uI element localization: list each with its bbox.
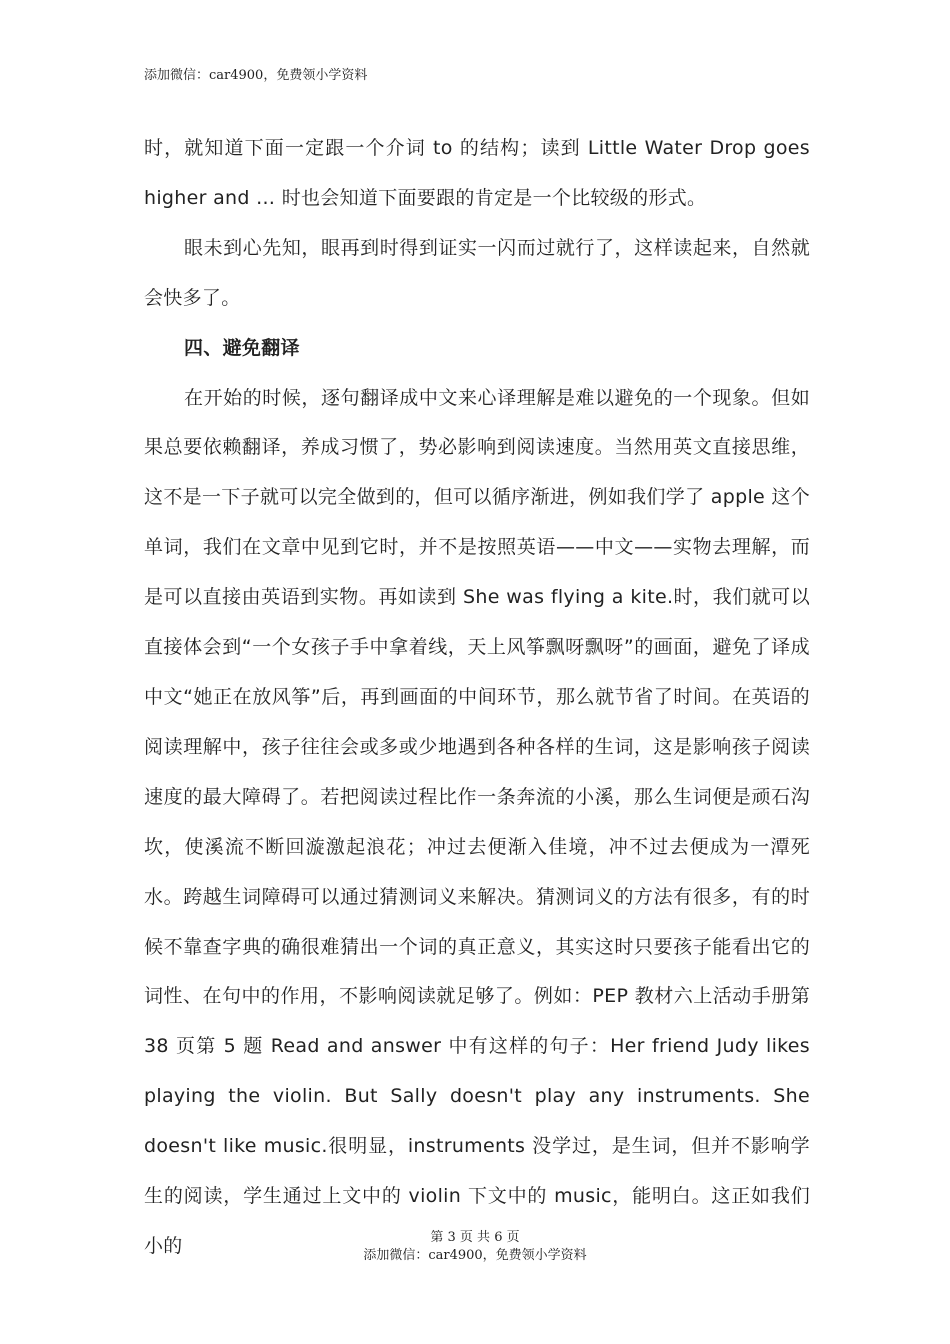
paragraph-avoid-translation: 在开始的时候，逐句翻译成中文来心译理解是难以避免的一个现象。但如果总要依赖翻译，养成习惯了，势必影响到阅读速度。当然用英文直接思维，这不是一下子就可以完全做到的，但可以循序渐进，例如我们学了 apple 这个单词，我们在文章中见到它时，并不是按照英语——中文——实物去理解，而是可以直接由英语到实物。再如读到 She was flying a kite.时，我们就可以直接体会到“一个女孩子手中拿着线，天上风筝飘呀飘呀”的画面，避免了译成中文“她正在放风筝”后，再到画面的中间环节，那么就节省了时间。在英语的阅读理解中，孩子往往会或多或少地遇到各种各样的生词，这是影响孩子阅读速度的最大障碍了。若把阅读过程比作一条奔流的小溪，那么生词便是顽石沟坎，使溪流不断回漩激起浪花；冲过去便渐入佳境，冲不过去便成为一潭死水。跨越生词障碍可以通过猜测词义来解决。猜测词义的方法有很多，有的时候不靠查字典的确很难猜出一个词的真正意义，其实这时只要孩子能看出它的词性、在句中的作用，不影响阅读就足够了。例如：PEP 教材六上活动手册第 38 页第 5 题 Read and answer 中有这样的句子：Her friend Judy likes playing the violin. But Sally doesn't play any instruments. She doesn't like music.很明显，instruments 没学过，是生词，但并不影响学生的阅读，学生通过上文中的 violin 下文中的 music，能明白。这正如我们小的 [144,386,810,1257]
page-header-note: 添加微信：car4900，免费领小学资料 [144,68,368,83]
paragraph-eye-mind: 眼未到心先知，眼再到时得到证实一闪而过就行了，这样读起来，自然就会快多了。 [144,236,810,309]
paragraph-continuation: 时，就知道下面一定跟一个介词 to 的结构；读到 Little Water Drop goes higher and … 时也会知道下面要跟的肯定是一个比较级的形式。 [144,137,810,209]
section-heading-avoid-translation: 四、避免翻译 [184,336,300,359]
page-footer-note: 添加微信：car4900，免费领小学资料 [363,1248,587,1263]
document-body [144,124,810,1272]
page-number: 第 3 页 共 6 页 [430,1230,520,1245]
